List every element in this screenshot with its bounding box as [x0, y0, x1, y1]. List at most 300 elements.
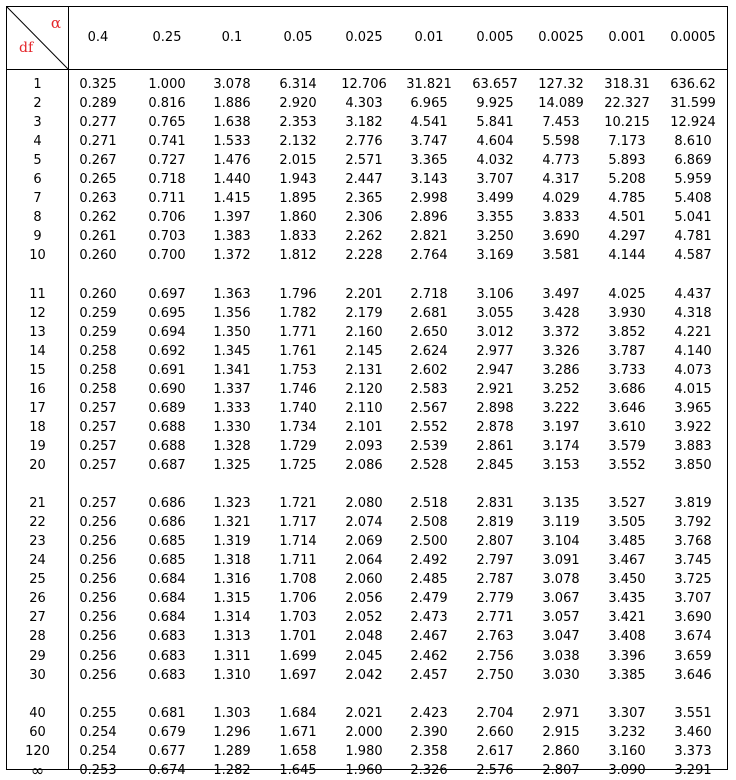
value-cell: 2.479: [410, 591, 448, 607]
value-cell: 0.692: [148, 343, 186, 359]
value-cell: 3.372: [542, 324, 580, 340]
df-cell: 120: [25, 743, 50, 759]
value-cell: 3.768: [674, 534, 712, 550]
value-cell: 0.684: [148, 610, 186, 626]
df-cell: 23: [29, 534, 46, 550]
value-cell: 0.694: [148, 324, 186, 340]
df-cell: 30: [29, 667, 46, 683]
value-cell: 4.073: [674, 362, 712, 378]
alpha-header-cell: 0.1: [221, 30, 243, 45]
value-cell: 2.764: [410, 248, 448, 264]
value-cell: 6.869: [674, 153, 712, 169]
value-cell: 2.583: [410, 381, 448, 397]
table-row: [7, 761, 727, 780]
value-cell: 4.541: [410, 115, 448, 131]
value-cell: 1.337: [213, 381, 251, 397]
value-cell: 3.485: [608, 534, 646, 550]
value-cell: 2.015: [279, 153, 317, 169]
value-cell: 2.718: [410, 286, 448, 302]
value-cell: 3.038: [542, 648, 580, 664]
value-cell: 3.850: [674, 458, 712, 473]
value-cell: 5.598: [542, 134, 580, 150]
value-cell: 3.012: [476, 324, 514, 340]
value-cell: 2.462: [410, 648, 448, 664]
value-cell: 0.684: [148, 572, 186, 588]
value-cell: 2.831: [476, 496, 514, 512]
df-cell: 14: [29, 343, 46, 359]
value-cell: 0.261: [79, 229, 117, 245]
value-cell: 0.258: [79, 381, 117, 397]
value-cell: 3.106: [476, 286, 514, 302]
value-cell: 1.363: [213, 286, 251, 302]
value-cell: 1.638: [213, 115, 251, 131]
value-cell: 2.797: [476, 553, 514, 569]
df-cell: 12: [29, 305, 46, 321]
table-row: [7, 704, 727, 723]
df-cell: 22: [29, 515, 46, 531]
alpha-header-cell: 0.4: [87, 30, 109, 45]
value-cell: 3.169: [476, 248, 514, 264]
value-cell: 4.587: [674, 248, 712, 264]
value-cell: 3.307: [608, 705, 646, 721]
value-cell: 3.143: [410, 172, 448, 188]
value-cell: 2.056: [345, 591, 383, 607]
value-cell: 1.356: [213, 305, 251, 321]
value-cell: 3.450: [608, 572, 646, 588]
df-cell: 40: [29, 705, 46, 721]
value-cell: 63.657: [472, 77, 518, 92]
value-cell: 0.265: [79, 172, 117, 188]
table-row: [7, 323, 727, 342]
value-cell: 1.415: [213, 191, 251, 207]
value-cell: 2.763: [476, 629, 514, 645]
value-cell: 3.787: [608, 343, 646, 359]
value-cell: 0.741: [148, 134, 186, 150]
value-cell: 1.740: [279, 400, 317, 416]
value-cell: 3.686: [608, 381, 646, 397]
value-cell: 0.260: [79, 248, 117, 264]
value-cell: 3.078: [542, 572, 580, 588]
value-cell: 2.845: [476, 458, 514, 473]
value-cell: 2.179: [345, 305, 383, 321]
value-cell: 4.437: [674, 286, 712, 302]
table-row: [7, 608, 727, 627]
value-cell: 1.717: [279, 515, 317, 531]
value-cell: 3.182: [345, 115, 383, 131]
alpha-header-cell: 0.25: [152, 30, 182, 45]
table-row: [7, 666, 727, 685]
value-cell: 2.624: [410, 343, 448, 359]
value-cell: 1.753: [279, 362, 317, 378]
value-cell: 3.883: [674, 438, 712, 454]
value-cell: 0.256: [79, 553, 117, 569]
value-cell: 7.173: [608, 134, 646, 150]
value-cell: 2.110: [345, 400, 383, 416]
value-cell: 0.260: [79, 286, 117, 302]
table-row: [7, 723, 727, 742]
table-row: [7, 437, 727, 456]
value-cell: 0.674: [148, 762, 186, 778]
value-cell: 2.201: [345, 286, 383, 302]
value-cell: 2.779: [476, 591, 514, 607]
value-cell: 0.256: [79, 572, 117, 588]
value-cell: 8.610: [674, 134, 712, 150]
value-cell: 2.262: [345, 229, 383, 245]
df-cell: 8: [33, 210, 42, 226]
value-cell: 4.221: [674, 324, 712, 340]
value-cell: 1.980: [345, 743, 383, 759]
value-cell: 1.645: [279, 762, 317, 778]
value-cell: 1.697: [279, 667, 317, 683]
value-cell: 2.021: [345, 705, 383, 721]
df-cell: 19: [29, 438, 46, 454]
value-cell: 4.604: [476, 134, 514, 150]
value-cell: 0.256: [79, 515, 117, 531]
value-cell: 2.358: [410, 743, 448, 759]
value-cell: 3.055: [476, 305, 514, 321]
value-cell: 10.215: [604, 115, 650, 131]
value-cell: 2.807: [476, 534, 514, 550]
value-cell: 2.947: [476, 362, 514, 378]
value-cell: 2.861: [476, 438, 514, 454]
value-cell: 0.727: [148, 153, 186, 169]
value-cell: 3.707: [674, 591, 712, 607]
value-cell: 1.330: [213, 419, 251, 435]
value-cell: 2.998: [410, 191, 448, 207]
value-cell: 4.318: [674, 305, 712, 321]
df-cell: 18: [29, 419, 46, 435]
value-cell: 0.263: [79, 191, 117, 207]
value-cell: 4.773: [542, 153, 580, 169]
value-cell: 1.771: [279, 324, 317, 340]
value-cell: 1.321: [213, 515, 251, 531]
alpha-label: α: [50, 14, 61, 32]
value-cell: 0.683: [148, 629, 186, 645]
value-cell: 3.222: [542, 400, 580, 416]
value-cell: 1.296: [213, 724, 251, 740]
value-cell: 0.255: [79, 705, 117, 721]
value-cell: 6.314: [279, 77, 317, 92]
value-cell: 1.476: [213, 153, 251, 169]
value-cell: 0.683: [148, 648, 186, 664]
value-cell: 3.833: [542, 210, 580, 226]
value-cell: 1.699: [279, 648, 317, 664]
value-cell: 1.684: [279, 705, 317, 721]
value-cell: 2.971: [542, 705, 580, 721]
value-cell: 0.685: [148, 534, 186, 550]
alpha-header-cell: 0.001: [608, 30, 646, 45]
value-cell: 3.250: [476, 229, 514, 245]
value-cell: 0.706: [148, 210, 186, 226]
df-cell: 2: [33, 96, 42, 112]
value-cell: 3.291: [674, 762, 712, 778]
value-cell: 1.318: [213, 553, 251, 569]
value-cell: 2.617: [476, 743, 514, 759]
value-cell: 2.807: [542, 762, 580, 778]
value-cell: 3.408: [608, 629, 646, 645]
value-cell: 14.089: [538, 96, 584, 112]
value-cell: 2.571: [345, 153, 383, 169]
table-row: [7, 113, 727, 132]
value-cell: 1.323: [213, 496, 251, 512]
value-cell: 3.527: [608, 496, 646, 512]
value-cell: 2.567: [410, 400, 448, 416]
value-cell: 0.325: [79, 77, 117, 92]
value-cell: 3.497: [542, 286, 580, 302]
value-cell: 0.711: [148, 191, 186, 207]
value-cell: 1.345: [213, 343, 251, 359]
value-cell: 2.080: [345, 496, 383, 512]
table-row: [7, 151, 727, 170]
table-row: [7, 342, 727, 361]
value-cell: 1.333: [213, 400, 251, 416]
value-cell: 2.921: [476, 381, 514, 397]
table-row: [7, 551, 727, 570]
value-cell: 3.646: [608, 400, 646, 416]
value-cell: 1.000: [148, 77, 186, 92]
value-cell: 2.787: [476, 572, 514, 588]
value-cell: 1.671: [279, 724, 317, 740]
value-cell: 1.658: [279, 743, 317, 759]
value-cell: 2.898: [476, 400, 514, 416]
table-row: [7, 589, 727, 608]
value-cell: 0.253: [79, 762, 117, 778]
value-cell: 2.539: [410, 438, 448, 454]
value-cell: 0.262: [79, 210, 117, 226]
value-cell: 0.697: [148, 286, 186, 302]
value-cell: 3.707: [476, 172, 514, 188]
table-header-row: [7, 7, 727, 70]
value-cell: 3.581: [542, 248, 580, 264]
table-row: [7, 208, 727, 227]
value-cell: 2.500: [410, 534, 448, 550]
value-cell: 1.350: [213, 324, 251, 340]
value-cell: 1.303: [213, 705, 251, 721]
value-cell: 1.440: [213, 172, 251, 188]
value-cell: 12.924: [670, 115, 716, 131]
df-cell: 15: [29, 362, 46, 378]
value-cell: 2.160: [345, 324, 383, 340]
value-cell: 0.256: [79, 591, 117, 607]
value-cell: 4.785: [608, 191, 646, 207]
value-cell: 0.679: [148, 724, 186, 740]
value-cell: 0.688: [148, 419, 186, 435]
value-cell: 0.259: [79, 324, 117, 340]
value-cell: 9.925: [476, 96, 514, 112]
value-cell: 4.317: [542, 172, 580, 188]
value-cell: 3.747: [410, 134, 448, 150]
value-cell: 1.313: [213, 629, 251, 645]
value-cell: 2.771: [476, 610, 514, 626]
value-cell: 0.677: [148, 743, 186, 759]
value-cell: 1.703: [279, 610, 317, 626]
df-cell: 26: [29, 591, 46, 607]
value-cell: 2.326: [410, 762, 448, 778]
value-cell: 0.695: [148, 305, 186, 321]
value-cell: 3.078: [213, 77, 251, 92]
df-label: df: [19, 40, 34, 56]
value-cell: 3.365: [410, 153, 448, 169]
value-cell: 1.960: [345, 762, 383, 778]
df-cell: ∞: [30, 760, 45, 780]
table-row: [7, 75, 727, 94]
value-cell: 2.052: [345, 610, 383, 626]
value-cell: 0.256: [79, 610, 117, 626]
value-cell: 2.776: [345, 134, 383, 150]
value-cell: 2.518: [410, 496, 448, 512]
table-row: [7, 532, 727, 551]
value-cell: 3.690: [674, 610, 712, 626]
df-cell: 27: [29, 610, 46, 626]
value-cell: 4.501: [608, 210, 646, 226]
value-cell: 4.029: [542, 191, 580, 207]
value-cell: 3.674: [674, 629, 712, 645]
value-cell: 1.289: [213, 743, 251, 759]
value-cell: 3.030: [542, 667, 580, 683]
table-row: [7, 570, 727, 589]
value-cell: 1.714: [279, 534, 317, 550]
value-cell: 2.485: [410, 572, 448, 588]
value-cell: 3.396: [608, 648, 646, 664]
value-cell: 1.721: [279, 496, 317, 512]
value-cell: 4.781: [674, 229, 712, 245]
value-cell: 1.833: [279, 229, 317, 245]
value-cell: 1.886: [213, 96, 251, 112]
df-cell: 16: [29, 381, 46, 397]
value-cell: 2.048: [345, 629, 383, 645]
value-cell: 3.153: [542, 458, 580, 473]
value-cell: 3.467: [608, 553, 646, 569]
value-cell: 0.718: [148, 172, 186, 188]
alpha-header-cell: 0.0005: [670, 30, 716, 45]
value-cell: 0.258: [79, 343, 117, 359]
value-cell: 0.259: [79, 305, 117, 321]
value-cell: 2.353: [279, 115, 317, 131]
value-cell: 0.685: [148, 553, 186, 569]
value-cell: 3.552: [608, 458, 646, 473]
value-cell: 1.729: [279, 438, 317, 454]
value-cell: 5.893: [608, 153, 646, 169]
value-cell: 0.256: [79, 534, 117, 550]
value-cell: 1.383: [213, 229, 251, 245]
value-cell: 3.355: [476, 210, 514, 226]
value-cell: 5.208: [608, 172, 646, 188]
value-cell: 4.297: [608, 229, 646, 245]
value-cell: 2.915: [542, 724, 580, 740]
value-cell: 4.032: [476, 153, 514, 169]
value-cell: 1.761: [279, 343, 317, 359]
value-cell: 3.326: [542, 343, 580, 359]
df-cell: 20: [29, 458, 46, 473]
value-cell: 1.746: [279, 381, 317, 397]
df-cell: 4: [33, 134, 42, 150]
value-cell: 0.289: [79, 96, 117, 112]
alpha-header-cell: 0.01: [414, 30, 444, 45]
value-cell: 2.365: [345, 191, 383, 207]
table-row: [7, 494, 727, 513]
value-cell: 2.457: [410, 667, 448, 683]
table-row: [7, 380, 727, 399]
value-cell: 0.687: [148, 458, 186, 473]
value-cell: 0.258: [79, 362, 117, 378]
value-cell: 127.32: [538, 77, 584, 92]
value-cell: 2.045: [345, 648, 383, 664]
table-row: [7, 246, 727, 265]
value-cell: 1.314: [213, 610, 251, 626]
value-cell: 1.782: [279, 305, 317, 321]
value-cell: 1.325: [213, 458, 251, 473]
value-cell: 3.505: [608, 515, 646, 531]
value-cell: 3.460: [674, 724, 712, 740]
value-cell: 2.074: [345, 515, 383, 531]
value-cell: 0.257: [79, 438, 117, 454]
value-cell: 3.646: [674, 667, 712, 683]
value-cell: 2.423: [410, 705, 448, 721]
value-cell: 3.745: [674, 553, 712, 569]
value-cell: 3.819: [674, 496, 712, 512]
value-cell: 0.700: [148, 248, 186, 264]
value-cell: 31.821: [406, 77, 452, 92]
value-cell: 0.256: [79, 629, 117, 645]
value-cell: 5.041: [674, 210, 712, 226]
value-cell: 4.303: [345, 96, 383, 112]
value-cell: 0.257: [79, 458, 117, 473]
value-cell: 1.341: [213, 362, 251, 378]
value-cell: 0.257: [79, 419, 117, 435]
value-cell: 1.372: [213, 248, 251, 264]
value-cell: 0.257: [79, 400, 117, 416]
value-cell: 1.734: [279, 419, 317, 435]
value-cell: 5.841: [476, 115, 514, 131]
df-cell: 5: [33, 153, 42, 169]
value-cell: 0.684: [148, 591, 186, 607]
value-cell: 1.711: [279, 553, 317, 569]
value-cell: 1.315: [213, 591, 251, 607]
value-cell: 1.725: [279, 458, 317, 473]
df-cell: 3: [33, 115, 42, 131]
value-cell: 4.015: [674, 381, 712, 397]
alpha-header-cell: 0.05: [283, 30, 313, 45]
value-cell: 2.576: [476, 762, 514, 778]
value-cell: 0.256: [79, 667, 117, 683]
value-cell: 0.257: [79, 496, 117, 512]
value-cell: 3.435: [608, 591, 646, 607]
value-cell: 3.160: [608, 743, 646, 759]
value-cell: 2.467: [410, 629, 448, 645]
value-cell: 318.31: [604, 77, 650, 92]
value-cell: 3.579: [608, 438, 646, 454]
value-cell: 2.145: [345, 343, 383, 359]
value-cell: 1.282: [213, 762, 251, 778]
value-cell: 3.373: [674, 743, 712, 759]
value-cell: 2.086: [345, 458, 383, 473]
value-cell: 0.256: [79, 648, 117, 664]
value-cell: 4.025: [608, 286, 646, 302]
value-cell: 7.453: [542, 115, 580, 131]
value-cell: 0.271: [79, 134, 117, 150]
value-cell: 2.069: [345, 534, 383, 550]
value-cell: 3.057: [542, 610, 580, 626]
table-row: [7, 647, 727, 666]
value-cell: 1.319: [213, 534, 251, 550]
t-distribution-table: [6, 6, 728, 780]
value-cell: 12.706: [341, 77, 387, 92]
value-cell: 2.064: [345, 553, 383, 569]
value-cell: 5.959: [674, 172, 712, 188]
value-cell: 2.000: [345, 724, 383, 740]
value-cell: 2.120: [345, 381, 383, 397]
value-cell: 0.703: [148, 229, 186, 245]
